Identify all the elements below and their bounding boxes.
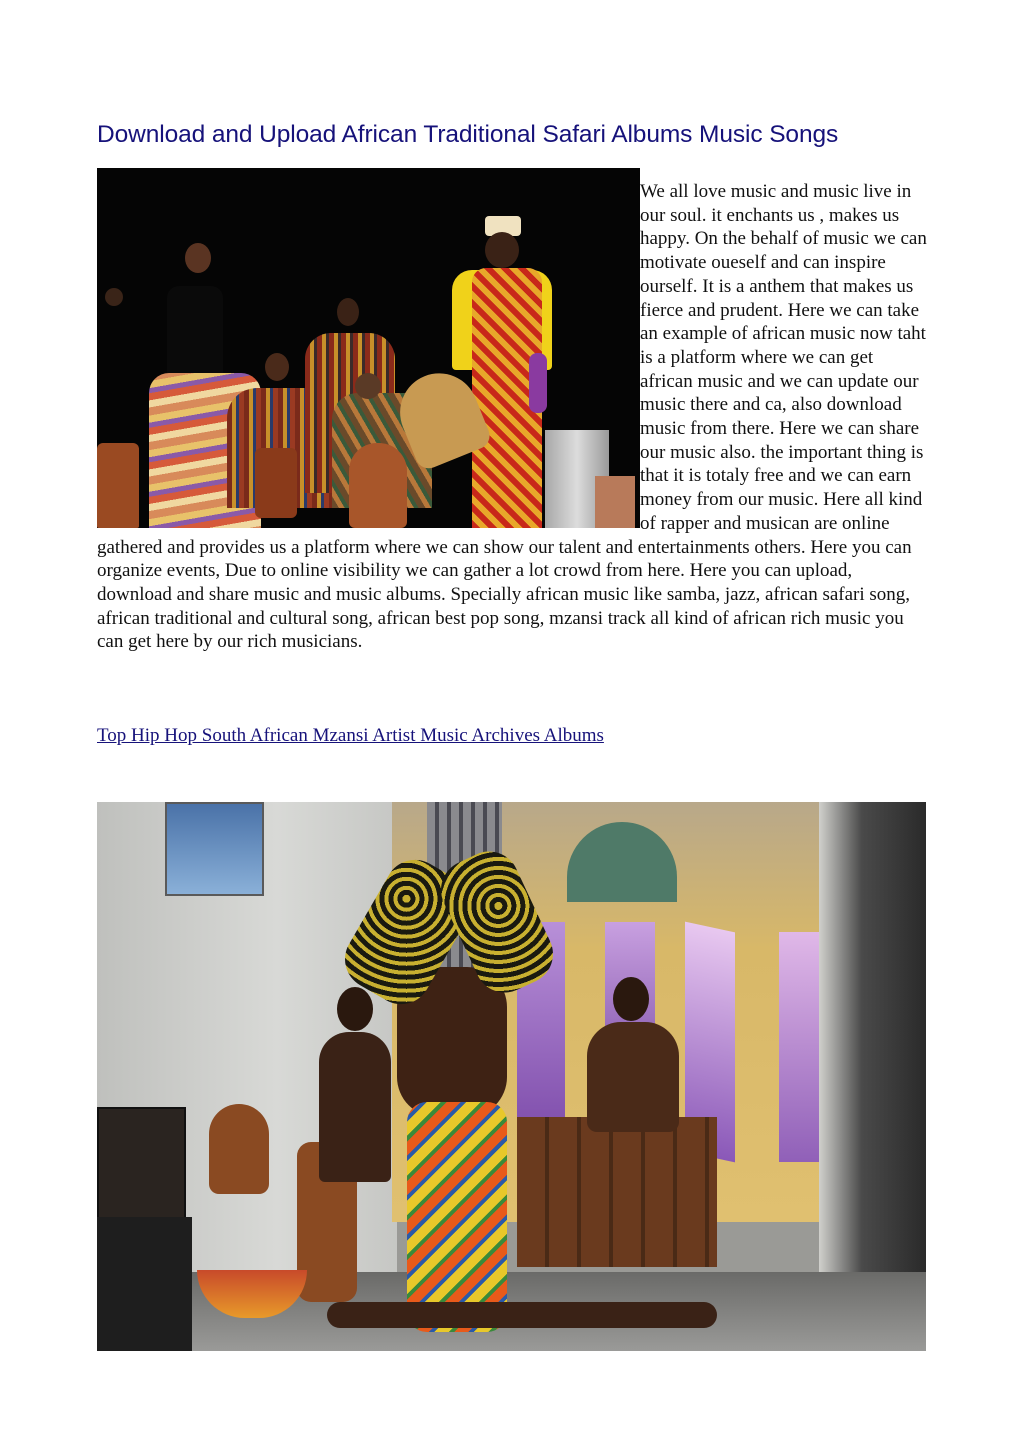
photo-detail (337, 298, 359, 326)
photo-detail (97, 1217, 192, 1351)
photo-detail (355, 373, 381, 399)
photo-detail (779, 932, 819, 1162)
photo-detail (337, 987, 373, 1031)
photo-detail (587, 1022, 679, 1132)
page-title: Download and Upload African Traditional Safari Albums Music Songs (97, 121, 839, 148)
photo-detail (613, 977, 649, 1021)
photo-detail (209, 1104, 269, 1194)
photo-detail (407, 1102, 507, 1332)
photo-detail (529, 353, 547, 413)
photo-detail (185, 243, 211, 273)
photo-detail (255, 448, 297, 518)
photo-detail (167, 286, 223, 378)
drummers-and-dancer-photo (97, 168, 640, 528)
photo-detail (517, 1117, 717, 1267)
artist-archives-link[interactable]: Top Hip Hop South African Mzansi Artist Music Archives Albums (97, 725, 604, 746)
photo-detail (327, 1302, 717, 1328)
acrobat-performance-photo (97, 802, 926, 1351)
photo-detail (105, 288, 123, 306)
photo-detail (97, 1107, 186, 1221)
photo-detail (97, 443, 139, 528)
article-paragraph: We all love music and music live in our soul. it enchants us , makes us happy. On the behalf of music we can motivate oueself and can inspire ourself. It is a anthem that makes us fierce and prudent. Here we can take an example of african music now taht is a platform where we can get african music and we can update our music there and ca, also download music from there. Here we can share our music also. the important thing is that it is totaly free and we can earn money from our music. Here all kind of rapper and musican are online gathered and provides us a platform where we can show our talent and entertainments others. Here you can organize events, Due to online visibility we can gather a lot crowd from here. Here you can upload, download and share music and music albums. Specially african music like samba, jazz, african safari song, african traditional and cultural song, african best pop song, mzansi track all kind of african rich music you can get here by our rich musicians. (97, 181, 927, 653)
photo-detail (265, 353, 289, 381)
photo-detail (819, 802, 926, 1351)
photo-detail (165, 802, 264, 896)
photo-detail (595, 476, 635, 528)
article-body (97, 180, 929, 654)
photo-detail (485, 232, 519, 268)
photo-detail (349, 443, 407, 528)
photo-detail (319, 1032, 391, 1182)
